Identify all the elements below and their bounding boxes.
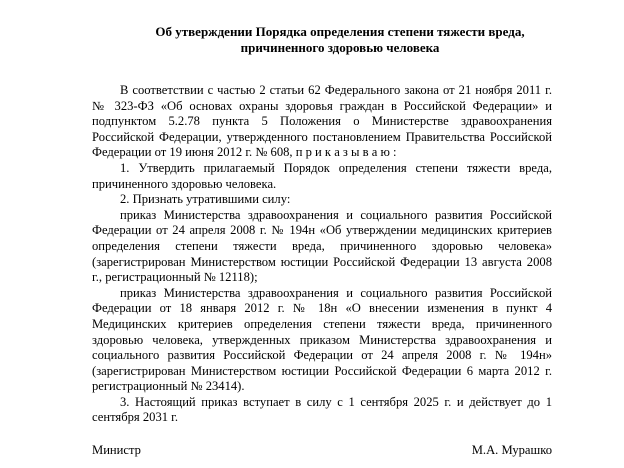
- paragraph-item-2: 2. Признать утратившими силу:: [120, 192, 291, 207]
- paragraph-item-3: 3. Настоящий приказ вступает в силу с 1 сентября 2025 г. и действует до 1 сентября 2031 г.: [92, 394, 552, 425]
- paragraph-preamble: В соответствии с частью 2 статьи 62 Федерального закона от 21 ноября 2011 г. № 323-ФЗ «Об основах охраны здоровья граждан в Российской Федерации» и подпунктом 5.2.78 пункта 5 Положения о Министерстве здравоохранения Российской Федерации, утвержденного постановлением Правительства Российской Федерации от 19 июня 2012 г. № 608, п р и к а з ы в а ю :: [92, 83, 552, 160]
- document-body: [92, 83, 552, 426]
- signature-name: М.А. Мурашко: [471, 443, 552, 457]
- document-title: [150, 24, 530, 56]
- paragraph-repealed-order-1: приказ Министерства здравоохранения и социального развития Российской Федерации от 24 апреля 2008 г. № 194н «Об утверждении медицинских критериев определения степени тяжести вреда, причиненного здоровью человека» (зарегистрирован Министерством юстиции Российской Федерации 13 августа 2008 г., регистрационный № 12118);: [92, 207, 552, 285]
- title-line-1: Об утверждении Порядка определения степени тяжести вреда,: [155, 24, 525, 39]
- title-line-2: причиненного здоровью человека: [240, 40, 440, 55]
- paragraph-item-1: 1. Утвердить прилагаемый Порядок определения степени тяжести вреда, причиненного здоровью человека.: [92, 160, 552, 191]
- signature-title: Министр: [92, 443, 141, 457]
- paragraph-repealed-order-2: приказ Министерства здравоохранения и социального развития Российской Федерации от 18 января 2012 г. № 18н «О внесении изменения в пункт 4 Медицинских критериев определения степени тяжести вреда, причиненного здоровью человека, утвержденных приказом Министерства здравоохранения и социального развития Российской Федерации от 24 апреля 2008 г. № 194н» (зарегистрирован Министерством юстиции Российской Федерации 6 марта 2012 г. регистрационный № 23414).: [92, 285, 552, 394]
